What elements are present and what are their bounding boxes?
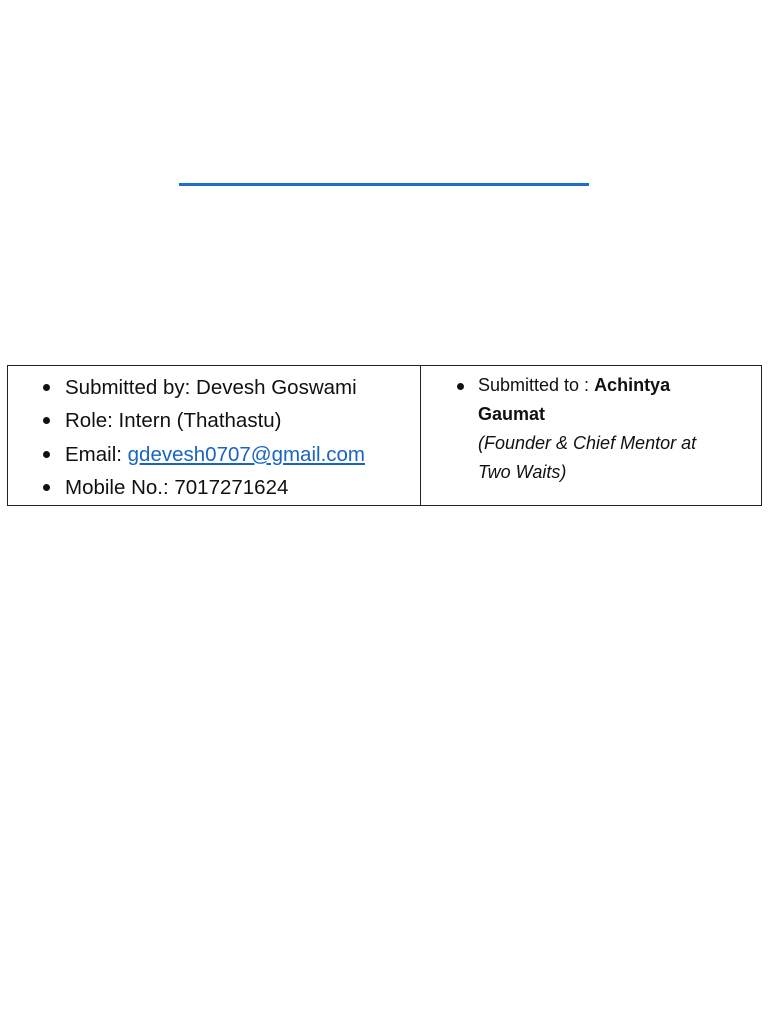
submitted-to-line bbox=[455, 371, 750, 400]
title-underline-rule bbox=[179, 183, 589, 186]
bullet-icon bbox=[457, 383, 464, 390]
email-label: Email: bbox=[65, 442, 128, 466]
role-text: Role: Intern (Thathastu) bbox=[65, 409, 282, 433]
bullet-icon bbox=[43, 417, 50, 424]
list-item-role bbox=[38, 404, 365, 437]
bullet-icon bbox=[43, 484, 50, 491]
submitted-by-box bbox=[7, 365, 431, 506]
submitted-by-text: Submitted by: Devesh Goswami bbox=[65, 376, 357, 399]
mentor-title-line-2: Two Waits) bbox=[478, 462, 567, 482]
mentor-title-line-1: (Founder & Chief Mentor at bbox=[478, 433, 697, 453]
submitted-to-content bbox=[455, 371, 750, 487]
mobile-text: Mobile No.: 7017271624 bbox=[65, 475, 289, 499]
mentor-name-last: Gaumat bbox=[478, 404, 546, 424]
submitted-to-box bbox=[420, 365, 762, 506]
submitter-details-list bbox=[38, 371, 365, 504]
bullet-icon bbox=[43, 451, 50, 458]
mentor-name-first: Achintya bbox=[594, 375, 671, 395]
list-item-submitted-by bbox=[38, 371, 365, 404]
submitted-to-label: Submitted to : bbox=[478, 375, 595, 395]
list-item-mobile bbox=[38, 471, 365, 504]
bullet-icon bbox=[43, 384, 50, 391]
list-item-email bbox=[38, 438, 365, 471]
email-link[interactable]: gdevesh0707@gmail.com bbox=[127, 442, 365, 466]
